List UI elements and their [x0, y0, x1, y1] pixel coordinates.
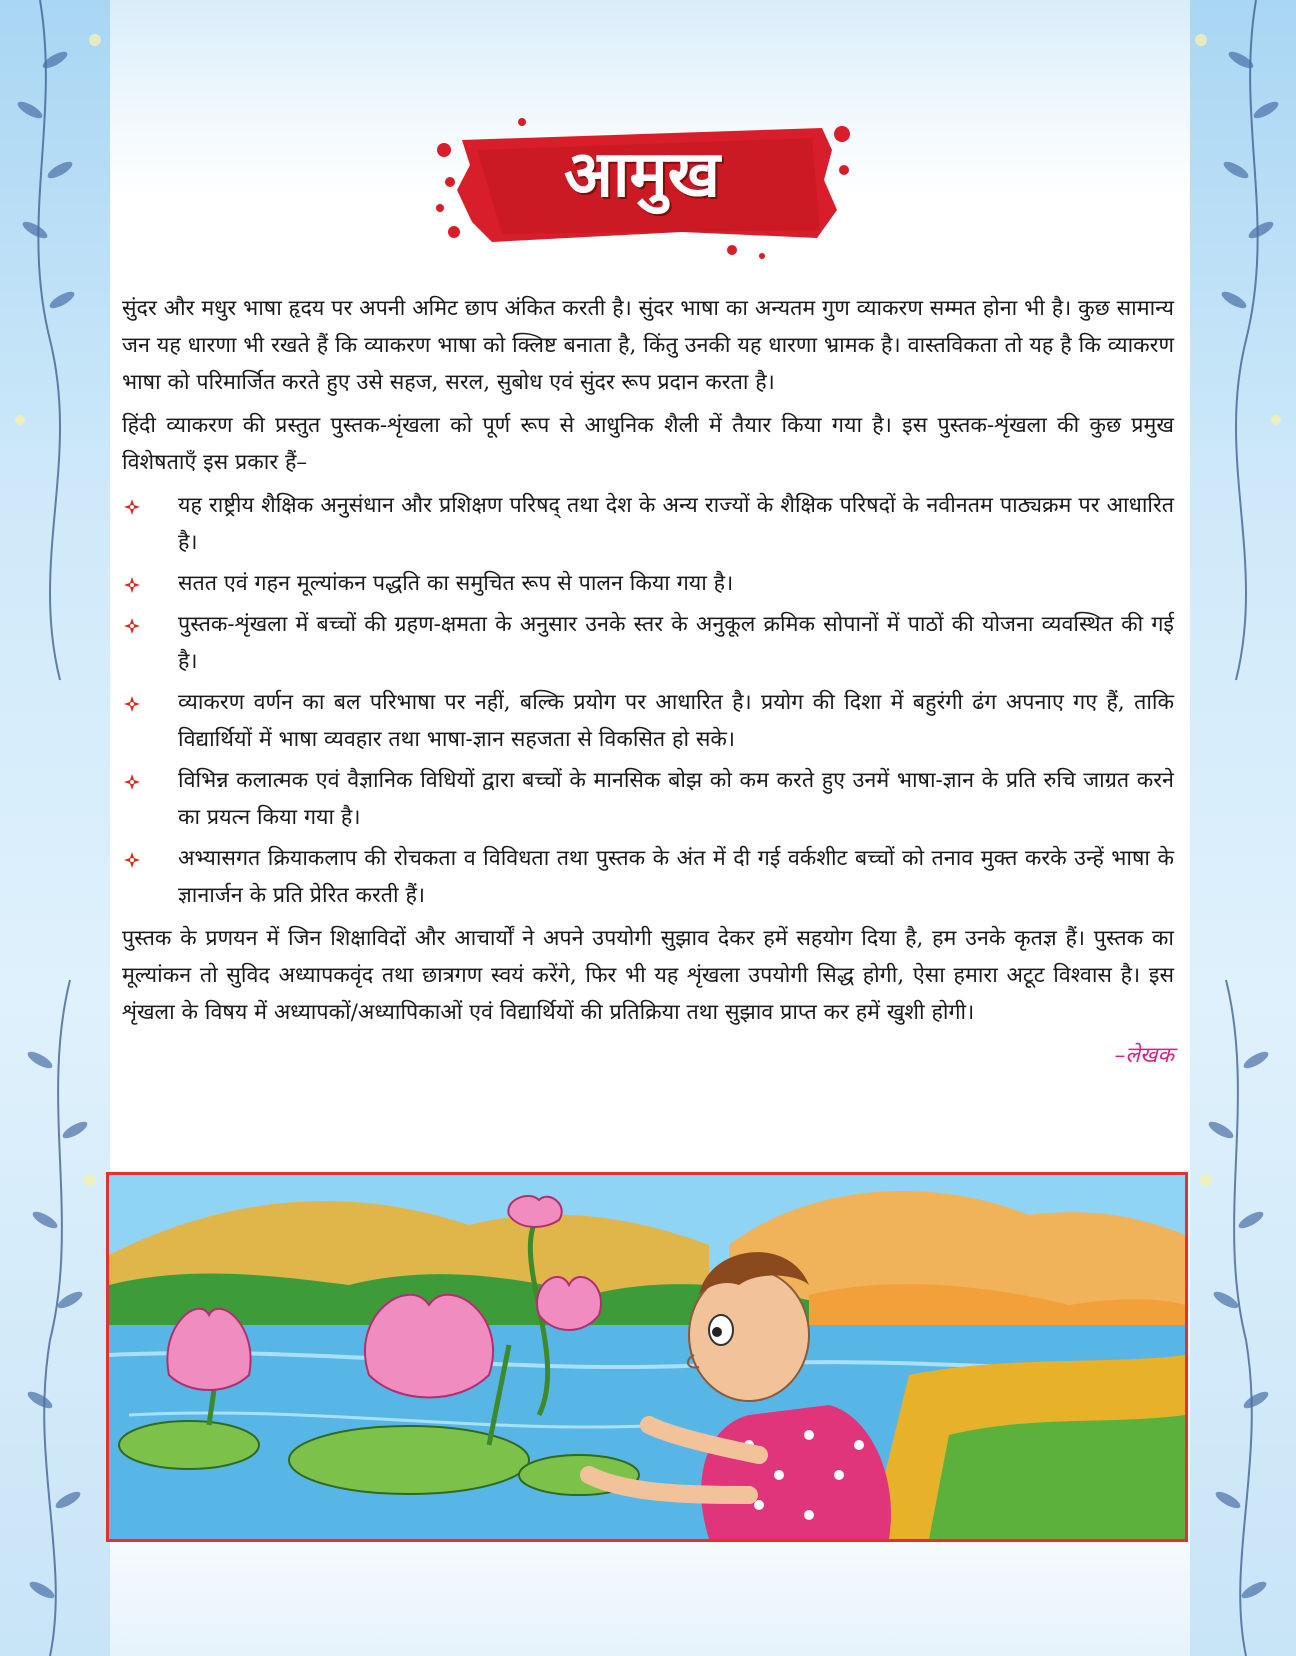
- feature-item: [122, 487, 1174, 561]
- floral-border-left: [0, 0, 120, 1656]
- feature-text: पुस्तक-शृंखला में बच्चों की ग्रहण-क्षमता के अनुसार उनके स्तर के अनुकूल क्रमिक सोपानों में पाठों की योजना व्यवस्थित की गई है।: [178, 612, 1174, 674]
- diamond-bullet-icon: [124, 774, 140, 790]
- lotus-pond-illustration: [106, 1172, 1188, 1542]
- diamond-bullet-icon: [124, 852, 140, 868]
- lotus-pond-scene: [109, 1175, 1185, 1539]
- floral-border-right: [1176, 0, 1296, 1656]
- page-title: आमुख: [563, 137, 721, 212]
- feature-item: [122, 762, 1174, 836]
- feature-text: व्याकरण वर्णन का बल परिभाषा पर नहीं, बल्कि प्रयोग पर आधारित है। प्रयोग की दिशा में बहुरंगी ढंग अपनाए गए हैं, ताकि विद्यार्थियों में भाषा व्यवहार तथा भाषा-ज्ञान सहजता से विकसित हो सके।: [178, 690, 1174, 752]
- feature-text: यह राष्ट्रीय शैक्षिक अनुसंधान और प्रशिक्षण परिषद् तथा देश के अन्य राज्यों के शैक्षिक परिषदों के नवीनतम पाठ्यक्रम पर आधारित है।: [178, 493, 1174, 555]
- diamond-bullet-icon: [124, 618, 140, 634]
- feature-text: सतत एवं गहन मूल्यांकन पद्धति का समुचित रूप से पालन किया गया है।: [178, 571, 734, 596]
- intro-paragraph-2: हिंदी व्याकरण की प्रस्तुत पुस्तक-शृंखला को पूर्ण रूप से आधुनिक शैली में तैयार किया गया है। इस पुस्तक-शृंखला की कुछ प्रमुख विशेषताएँ इस प्रकार हैं–: [122, 413, 1174, 475]
- diamond-bullet-icon: [124, 696, 140, 712]
- feature-item: [122, 684, 1174, 758]
- preface-content: [122, 290, 1174, 1074]
- feature-list: [122, 487, 1174, 914]
- intro-paragraph-1: सुंदर और मधुर भाषा हृदय पर अपनी अमिट छाप अंकित करती है। सुंदर भाषा का अन्यतम गुण व्याकरण सम्मत होना भी है। कुछ सामान्य जन यह धारणा भी रखते हैं कि व्याकरण भाषा को क्लिष्ट बनाता है, किंतु उनकी यह धारणा भ्रामक है। वास्तविकता तो यह है कि व्याकरण भाषा को परिमार्जित करते हुए उसे सहज, सरल, सुबोध एवं सुंदर रूप प्रदान करता है।: [122, 296, 1174, 395]
- feature-item: [122, 840, 1174, 914]
- feature-text: अभ्यासगत क्रियाकलाप की रोचकता व विविधता तथा पुस्तक के अंत में दी गई वर्कशीट बच्चों को तनाव मुक्त करके उन्हें भाषा के ज्ञानार्जन के प्रति प्रेरित करती हैं।: [178, 846, 1174, 908]
- closing-paragraph: पुस्तक के प्रणयन में जिन शिक्षाविदों और आचार्यों ने अपने उपयोगी सुझाव देकर हमें सहयोग दिया है, हम उनके कृतज्ञ हैं। पुस्तक का मूल्यांकन तो सुविद अध्यापकवृंद तथा छात्रगण स्वयं करेंगे, फिर भी यह शृंखला उपयोगी सिद्ध होगी, ऐसा हमारा अटूट विश्वास है। इस शृंखला के विषय में अध्यापकों/अध्यापिकाओं एवं विद्यार्थियों की प्रतिक्रिया तथा सुझाव प्राप्त कर हमें खुशी होगी।: [122, 926, 1174, 1025]
- author-signature: –लेखक: [1114, 1043, 1174, 1068]
- diamond-bullet-icon: [124, 577, 140, 593]
- feature-item: [122, 606, 1174, 680]
- feature-item: [122, 565, 1174, 602]
- feature-text: विभिन्न कलात्मक एवं वैज्ञानिक विधियों द्वारा बच्चों के मानसिक बोझ को कम करते हुए उनमें भाषा-ज्ञान के प्रति रुचि जाग्रत करने का प्रयत्न किया गया है।: [178, 768, 1174, 830]
- diamond-bullet-icon: [124, 499, 140, 515]
